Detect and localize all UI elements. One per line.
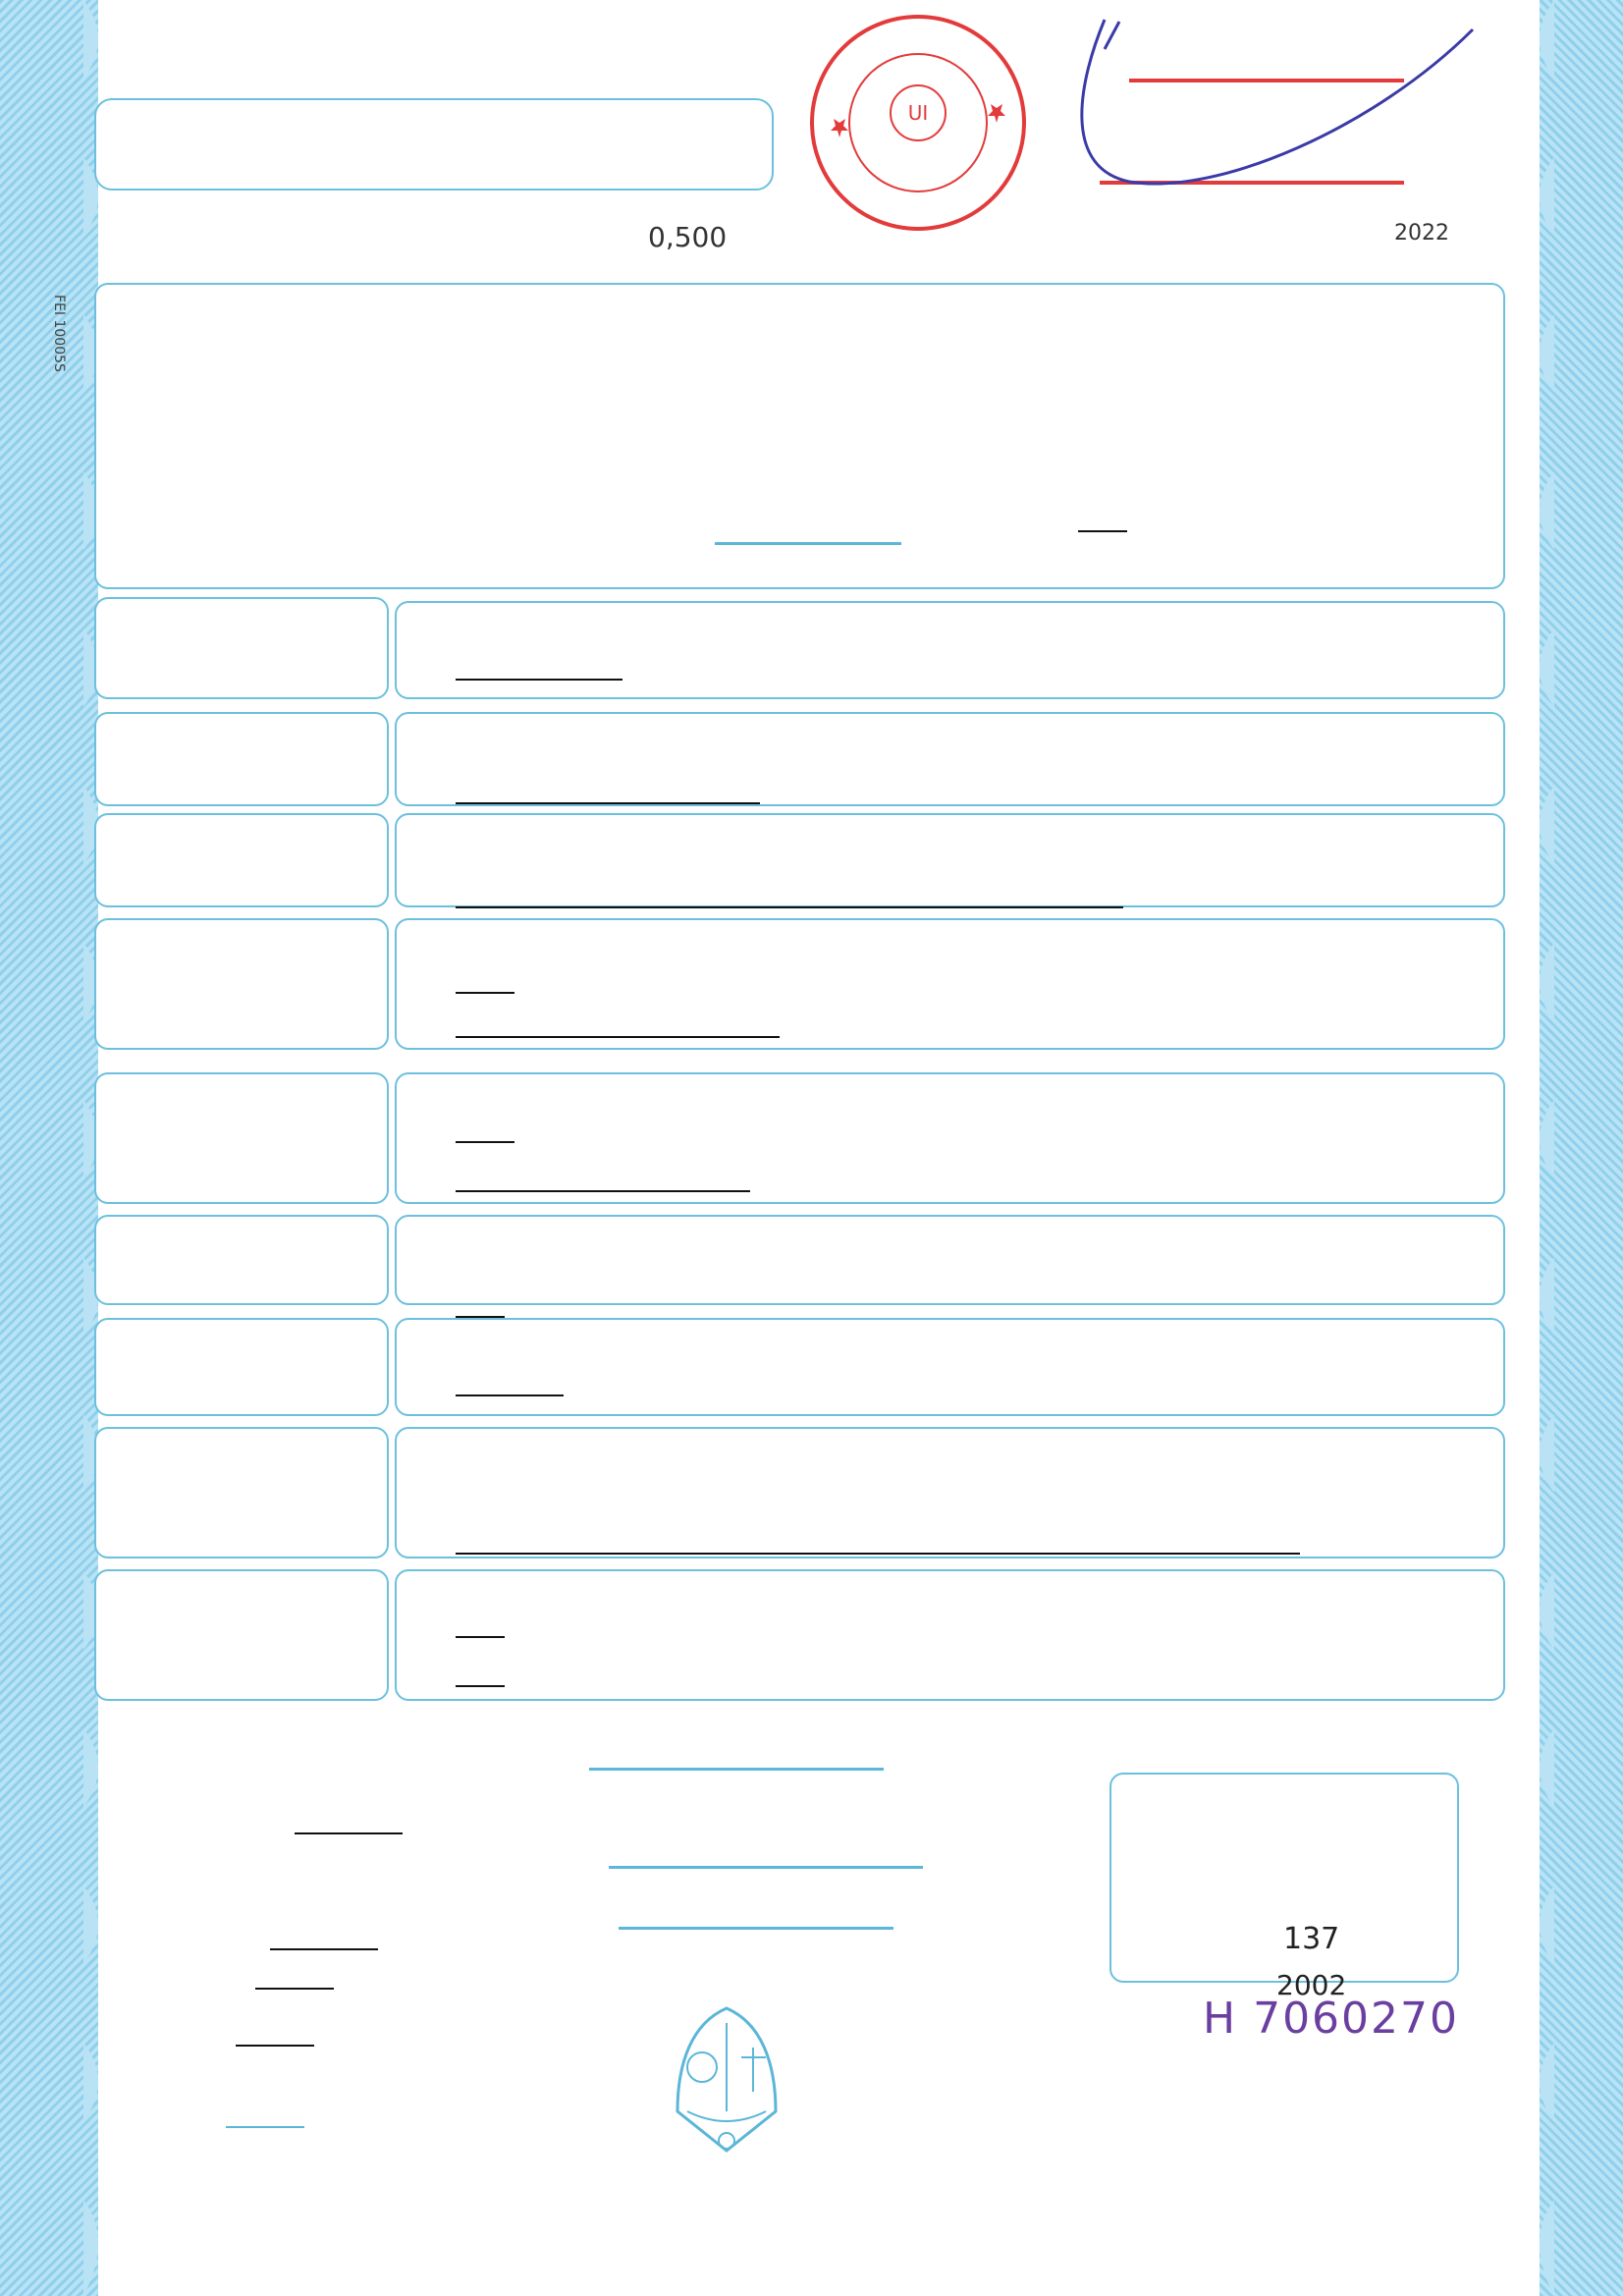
- row-value-box-5: [395, 1072, 1505, 1204]
- main-title-underline: [715, 542, 901, 545]
- row-value-box-1: [395, 601, 1505, 699]
- footer-left-handwriting-3: [255, 1972, 334, 1990]
- notice-box: [94, 98, 774, 191]
- main-box-handwriting: [1078, 530, 1127, 532]
- row-value-box-6: [395, 1215, 1505, 1305]
- footer-subtitle-underline: [609, 1866, 923, 1869]
- row-value-3: [456, 889, 1123, 908]
- row-value-box-7: [395, 1318, 1505, 1416]
- national-emblem: [668, 2003, 785, 2160]
- row-label-box-8: [94, 1427, 389, 1558]
- row-label-box-4: [94, 918, 389, 1050]
- side-code: FEI 10005S: [51, 295, 67, 372]
- row-label-box-7: [94, 1318, 389, 1416]
- row-value-2: [456, 783, 760, 804]
- main-header-box: [94, 283, 1505, 589]
- row-value-8: [456, 1537, 1300, 1555]
- row-label-box-1: [94, 597, 389, 699]
- row-label-box-5: [94, 1072, 389, 1204]
- row-value-box-2: [395, 712, 1505, 806]
- official-round-stamp: [805, 10, 1031, 236]
- row-value-box-9: [395, 1569, 1505, 1701]
- footer-dash-line: [619, 1927, 893, 1930]
- header-year: 2022: [1394, 221, 1449, 246]
- row-label-box-3: [94, 813, 389, 907]
- row-label-box-2: [94, 712, 389, 806]
- row-value-6: [456, 1300, 505, 1318]
- footer-left-handwriting-2: [270, 1933, 378, 1950]
- registry-year: 2002: [1276, 1969, 1347, 2001]
- row-value-4-top: [456, 974, 514, 994]
- row-value-box-4: [395, 918, 1505, 1050]
- row-value-5-top: [456, 1123, 514, 1143]
- svg-text:UI: UI: [907, 101, 929, 125]
- row-value-5: [456, 1173, 750, 1192]
- row-value-box-3: [395, 813, 1505, 907]
- registry-count: 137: [1283, 1922, 1340, 1956]
- serial-number: H 7060270: [1203, 1994, 1460, 2044]
- row-value-1: [456, 657, 622, 681]
- fee-value: 0,500: [648, 221, 728, 253]
- footer-left-handwriting-4: [236, 2029, 314, 2047]
- row-label-box-9: [94, 1569, 389, 1701]
- footer-left-handwriting-1: [295, 1817, 403, 1834]
- row-value-7: [456, 1379, 564, 1396]
- row-value-9: [456, 1620, 505, 1638]
- pen-signature-stroke: [1051, 10, 1483, 196]
- footer-title-underline: [589, 1768, 884, 1771]
- footer-signature-line: [226, 2126, 304, 2128]
- row-value-9-bottom: [456, 1669, 505, 1687]
- row-value-box-8: [395, 1427, 1505, 1558]
- row-label-box-6: [94, 1215, 389, 1305]
- row-value-4: [456, 1018, 780, 1038]
- right-wave-edge: [1525, 0, 1554, 2296]
- registry-box: [1109, 1773, 1459, 1983]
